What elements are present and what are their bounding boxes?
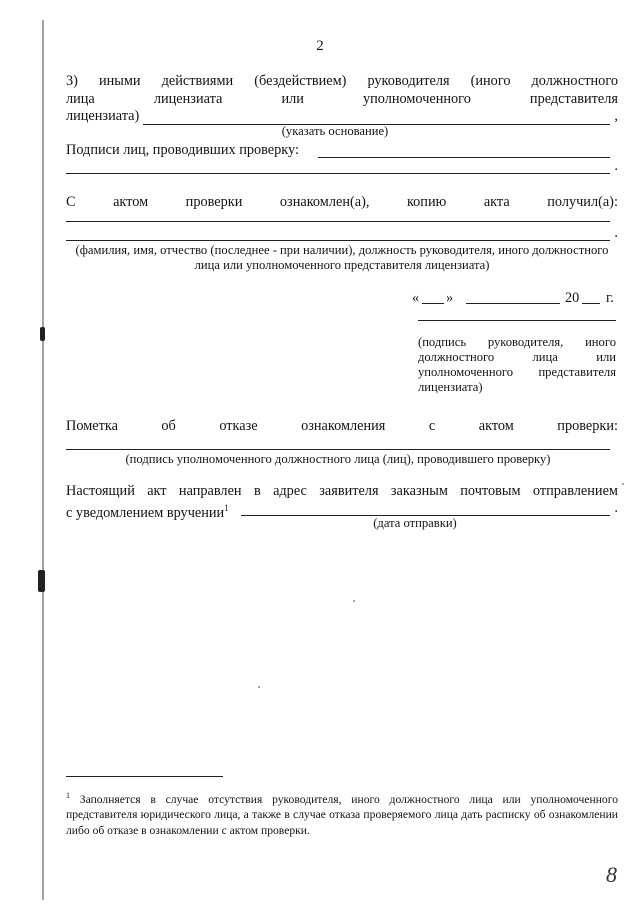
word: в: [253, 483, 261, 499]
word: почтовым: [460, 483, 521, 499]
acquainted-field-1[interactable]: [66, 210, 610, 222]
period: .: [614, 500, 618, 516]
word: (бездействием): [254, 73, 347, 89]
word: 3): [66, 73, 78, 89]
word: (иного: [470, 73, 511, 89]
signatures-end: [66, 157, 618, 175]
acquainted-line: [66, 193, 618, 211]
word: копию: [406, 194, 447, 210]
sent-caption: (дата отправки): [373, 516, 457, 530]
signature-caption: [418, 335, 616, 395]
word: актом: [113, 194, 149, 210]
word: адрес: [273, 483, 307, 499]
item3-caption: (указать основание): [281, 124, 389, 138]
word: должностного: [418, 350, 495, 364]
handwritten-page-mark: 8: [606, 862, 617, 887]
word: акта: [483, 194, 510, 210]
period: .: [614, 225, 618, 241]
word: лица: [532, 350, 558, 364]
word: представителя: [538, 365, 616, 379]
scan-dot: [258, 686, 260, 688]
word: заказным: [390, 483, 448, 499]
word: отправлением: [532, 483, 618, 499]
word: заявителя: [319, 483, 379, 499]
item3-line1: [66, 72, 618, 90]
page-number: 2: [316, 38, 324, 54]
comma: ,: [614, 108, 618, 124]
word: с: [428, 418, 436, 434]
word: лицензиата): [418, 380, 483, 394]
scan-mark: [38, 570, 45, 592]
word: руководителя,: [487, 335, 564, 349]
footnote-ref[interactable]: 1: [224, 503, 229, 513]
signature-field[interactable]: [418, 310, 616, 321]
word: руководителя: [367, 73, 450, 89]
word: Пометка: [66, 418, 118, 434]
word: представителя: [529, 91, 618, 107]
item3-line3-start: лицензиата): [66, 108, 140, 124]
item3-line3-end: [66, 107, 618, 125]
footnote-mark: 1: [66, 791, 70, 800]
date-quote-close: »: [446, 290, 454, 306]
word: Настоящий: [66, 483, 135, 499]
acquainted-caption-1: (фамилия, имя, отчество (последнее - при наличии), должность руководителя, иного должностного: [75, 243, 609, 257]
sent-line2-start: с уведомлением вручении: [66, 504, 225, 521]
word: действиями: [161, 73, 234, 89]
period: .: [614, 158, 618, 174]
footnote: [66, 788, 618, 838]
date-line: [412, 289, 618, 307]
word: иными: [98, 73, 141, 89]
date-year-prefix: 20: [565, 290, 580, 306]
word: ознакомления: [301, 418, 386, 434]
acquainted-end: [66, 224, 618, 242]
word: акт: [147, 483, 167, 499]
acquainted-caption-2: лица или уполномоченного представителя лицензиата): [194, 258, 490, 272]
date-year-suffix: г.: [606, 290, 614, 306]
word: отказе: [219, 418, 258, 434]
signatures-label-text: Подписи лиц, проводивших проверку:: [66, 142, 299, 158]
signature-caption-line: [418, 350, 616, 365]
word: уполномоченного: [362, 91, 471, 107]
word: об: [161, 418, 176, 434]
word: лица: [66, 91, 95, 107]
word: направлен: [178, 483, 242, 499]
refusal-field[interactable]: [66, 437, 610, 450]
word: проверки: [185, 194, 243, 210]
word: или: [281, 91, 304, 107]
word: актом: [478, 418, 514, 434]
sent-line1: [66, 482, 618, 500]
item3-line2: [66, 90, 618, 108]
scan-dot: [353, 600, 355, 602]
word: С: [66, 194, 76, 210]
scan-mark: [40, 327, 45, 341]
scan-edge-line: [42, 20, 44, 900]
signature-caption-line: [418, 380, 616, 395]
signatures-field-1[interactable]: [318, 141, 610, 158]
signature-caption-line: [418, 335, 616, 350]
word: уполномоченного: [418, 365, 514, 379]
word: иного: [585, 335, 616, 349]
sent-end: [66, 499, 618, 517]
word: лицензиата: [153, 91, 223, 107]
word: должностного: [531, 73, 618, 89]
footnote-text: Заполняется в случае отсутствия руководителя, иного должностного лица или уполномоченного представителя юридического лица, а также в случае отказа проверяемого лица дать расписку об ознакомлении либо об отказе в ознакомлении с актом проверки.: [66, 792, 618, 837]
footnote-separator: [66, 776, 223, 777]
scan-dot: [622, 483, 624, 485]
date-month-field[interactable]: [466, 289, 560, 304]
word: получил(а):: [547, 194, 618, 210]
word: (подпись: [418, 335, 467, 349]
word: или: [596, 350, 616, 364]
refusal-line: [66, 417, 618, 435]
word: ознакомлен(а),: [279, 194, 370, 210]
date-year-field[interactable]: [582, 289, 600, 304]
date-day-field[interactable]: [422, 289, 444, 304]
signature-caption-line: [418, 365, 616, 380]
date-quote-open: «: [412, 290, 420, 306]
word: проверки:: [557, 418, 618, 434]
refusal-caption: (подпись уполномоченного должностного лица (лиц), проводившего проверку): [125, 452, 551, 466]
